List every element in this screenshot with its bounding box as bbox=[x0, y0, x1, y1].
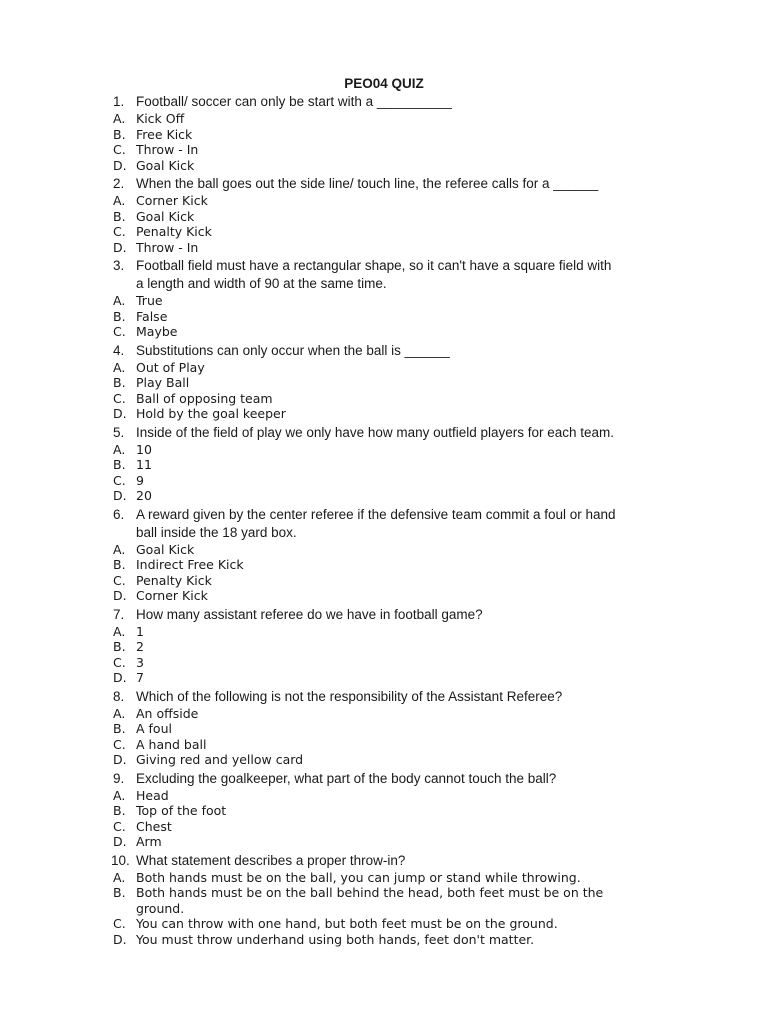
option-text: 2 bbox=[136, 639, 144, 654]
option-text: 7 bbox=[136, 670, 144, 685]
question-number: 3. bbox=[113, 258, 125, 273]
option-letter: C. bbox=[113, 142, 126, 157]
option-text: Corner Kick bbox=[136, 588, 208, 603]
option-letter: C. bbox=[113, 736, 126, 752]
option-letter: B. bbox=[113, 557, 126, 572]
option-text: Goal Kick bbox=[136, 157, 195, 173]
option-letter: C. bbox=[113, 818, 126, 834]
option-letter: C. bbox=[113, 390, 126, 406]
question-number: 6. bbox=[113, 506, 125, 522]
option-letter: D. bbox=[113, 406, 127, 421]
option-letter: D. bbox=[113, 488, 127, 503]
option-letter: B. bbox=[113, 803, 126, 818]
option-letter: B. bbox=[113, 208, 126, 224]
option-text: Goal Kick bbox=[136, 208, 195, 224]
option-letter: A. bbox=[113, 705, 126, 721]
option-letter: B. bbox=[113, 457, 126, 472]
option-letter: D. bbox=[113, 752, 127, 767]
question-number: 1. bbox=[113, 94, 125, 109]
option-letter: B. bbox=[113, 885, 126, 900]
option-letter: C. bbox=[113, 654, 126, 670]
option-text: 20 bbox=[136, 488, 152, 503]
option-letter: D. bbox=[113, 670, 127, 685]
question-text: A reward given by the center referee if the defensive team commit a foul or hand bbox=[136, 506, 616, 522]
page-title: PEO04 QUIZ bbox=[344, 76, 424, 91]
option-text: You can throw with one hand, but both feet must be on the ground. bbox=[136, 916, 558, 931]
question-text: When the ball goes out the side line/ touch line, the referee calls for a ______ bbox=[136, 176, 599, 191]
option-text: Head bbox=[136, 787, 169, 803]
option-text: Ball of opposing team bbox=[136, 390, 273, 406]
option-text: Maybe bbox=[136, 324, 178, 339]
option-letter: A. bbox=[113, 869, 126, 885]
option-text: Both hands must be on the ball, you can jump or stand while throwing. bbox=[136, 869, 581, 885]
option-letter: A. bbox=[113, 193, 126, 208]
question-number: 10. bbox=[111, 852, 130, 868]
option-letter: A. bbox=[113, 787, 126, 803]
option-letter: A. bbox=[113, 441, 126, 457]
option-letter: A. bbox=[113, 111, 126, 126]
option-text: Penalty Kick bbox=[136, 224, 212, 239]
option-text: Giving red and yellow card bbox=[136, 752, 304, 767]
question-text: Football/ soccer can only be start with a __________ bbox=[136, 94, 452, 109]
option-text: Out of Play bbox=[136, 359, 205, 375]
option-letter: B. bbox=[113, 375, 126, 390]
option-letter: D. bbox=[113, 239, 127, 255]
option-letter: A. bbox=[113, 293, 126, 308]
option-letter: C. bbox=[113, 916, 126, 931]
option-letter: A. bbox=[113, 541, 126, 557]
option-letter: C. bbox=[113, 472, 126, 488]
option-letter: B. bbox=[113, 126, 126, 142]
option-text: Penalty Kick bbox=[136, 572, 212, 588]
option-text: 3 bbox=[136, 654, 144, 670]
question-number: 4. bbox=[113, 342, 125, 358]
question-text: Football field must have a rectangular shape, so it can't have a square field with bbox=[136, 258, 612, 273]
option-text: Goal Kick bbox=[136, 541, 195, 557]
option-text: 10 bbox=[136, 441, 152, 457]
question-text: a length and width of 90 at the same time. bbox=[136, 276, 387, 291]
option-letter: D. bbox=[113, 834, 127, 849]
option-text: 11 bbox=[136, 457, 152, 472]
option-text: Chest bbox=[136, 818, 172, 834]
question-text: Which of the following is not the responsibility of the Assistant Referee? bbox=[136, 688, 563, 704]
option-text: Throw - In bbox=[136, 239, 199, 255]
option-text: An offside bbox=[136, 705, 199, 721]
question-text: How many assistant referee do we have in football game? bbox=[136, 606, 483, 622]
question-text: Substitutions can only occur when the ball is ______ bbox=[136, 342, 450, 358]
option-letter: C. bbox=[113, 324, 126, 339]
option-letter: C. bbox=[113, 572, 126, 588]
option-text: Corner Kick bbox=[136, 193, 208, 208]
option-text: ground. bbox=[136, 900, 185, 916]
option-text: Both hands must be on the ball behind the head, both feet must be on the bbox=[136, 885, 604, 900]
option-letter: B. bbox=[113, 639, 126, 654]
option-letter: D. bbox=[113, 157, 127, 173]
option-text: Indirect Free Kick bbox=[136, 557, 244, 572]
option-letter: B. bbox=[113, 721, 126, 736]
option-text: True bbox=[136, 293, 163, 308]
option-letter: A. bbox=[113, 623, 126, 639]
option-text: 1 bbox=[136, 623, 144, 639]
option-letter: D. bbox=[113, 931, 127, 947]
option-letter: C. bbox=[113, 224, 126, 239]
option-text: Throw - In bbox=[136, 142, 199, 157]
question-text: Inside of the field of play we only have how many outfield players for each team. bbox=[136, 424, 615, 440]
question-text: Excluding the goalkeeper, what part of the body cannot touch the ball? bbox=[136, 770, 557, 786]
option-text: Kick Off bbox=[136, 111, 185, 126]
option-letter: A. bbox=[113, 359, 126, 375]
option-text: Arm bbox=[136, 834, 162, 849]
option-text: Play Ball bbox=[136, 375, 190, 390]
question-number: 5. bbox=[113, 424, 125, 440]
question-text: ball inside the 18 yard box. bbox=[136, 524, 297, 540]
question-text: What statement describes a proper throw-in? bbox=[136, 852, 406, 868]
option-letter: D. bbox=[113, 588, 127, 603]
option-text: 9 bbox=[136, 472, 144, 488]
option-text: Hold by the goal keeper bbox=[136, 406, 286, 421]
question-number: 9. bbox=[113, 770, 125, 786]
option-text: Free Kick bbox=[136, 126, 193, 142]
option-text: You must throw underhand using both hands, feet don't matter. bbox=[136, 931, 535, 947]
question-number: 8. bbox=[113, 688, 125, 704]
question-number: 7. bbox=[113, 606, 125, 622]
option-letter: B. bbox=[113, 308, 126, 324]
option-text: False bbox=[136, 308, 168, 324]
option-text: Top of the foot bbox=[136, 803, 227, 818]
question-number: 2. bbox=[113, 176, 125, 191]
option-text: A foul bbox=[136, 721, 172, 736]
option-text: A hand ball bbox=[136, 736, 207, 752]
